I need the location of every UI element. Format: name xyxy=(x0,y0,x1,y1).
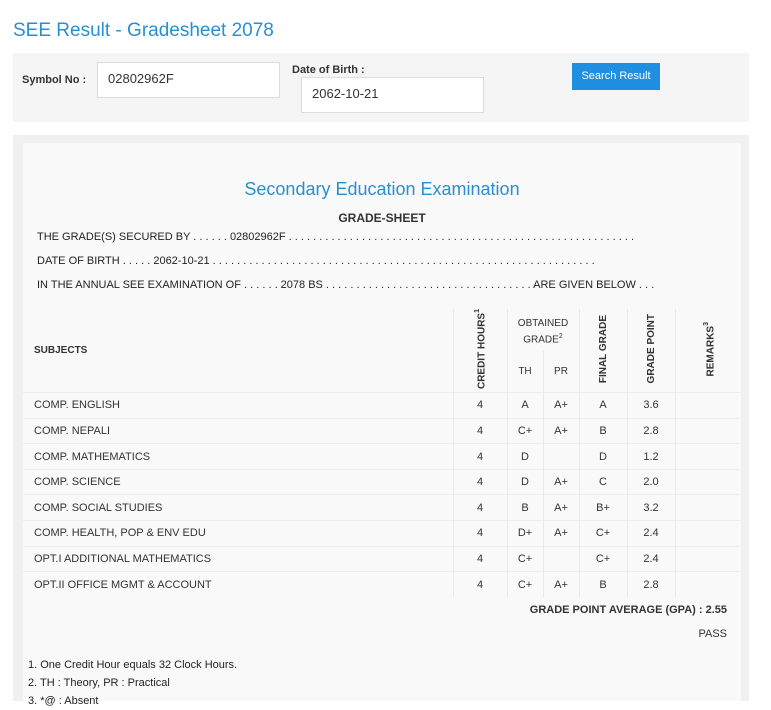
remarks-cell xyxy=(675,495,741,521)
footnotes xyxy=(28,656,237,710)
final-grade-header: FINAL GRADE xyxy=(579,309,627,393)
final-grade-cell: D xyxy=(579,444,627,470)
symbol-label: Symbol No : xyxy=(22,74,87,86)
symbol-input[interactable]: 02802962F xyxy=(97,62,280,98)
grade-point-cell: 2.0 xyxy=(627,469,675,495)
gradesheet xyxy=(23,143,741,707)
pr-cell xyxy=(543,546,579,572)
grade-point-cell: 2.4 xyxy=(627,546,675,572)
pr-header: PR xyxy=(543,351,579,393)
final-grade-cell: A xyxy=(579,393,627,419)
credit-hours-header: CREDIT HOURS$^1$ xyxy=(453,309,507,393)
th-cell: B xyxy=(507,495,543,521)
th-cell: D+ xyxy=(507,521,543,547)
th-cell: C+ xyxy=(507,572,543,598)
search-result-button[interactable]: Search Result xyxy=(572,63,660,90)
grade-point-cell: 2.8 xyxy=(627,572,675,598)
th-cell: C+ xyxy=(507,546,543,572)
result-status: PASS xyxy=(698,628,727,640)
subject-cell: COMP. SOCIAL STUDIES xyxy=(23,495,453,521)
th-cell: A xyxy=(507,393,543,419)
table-row xyxy=(23,546,741,572)
grade-point-cell: 1.2 xyxy=(627,444,675,470)
grade-point-cell: 3.2 xyxy=(627,495,675,521)
final-grade-cell: C xyxy=(579,469,627,495)
gradesheet-container xyxy=(13,135,749,707)
pr-cell: A+ xyxy=(543,521,579,547)
subject-cell: COMP. MATHEMATICS xyxy=(23,444,453,470)
th-cell: C+ xyxy=(507,418,543,444)
dob-label: Date of Birth : xyxy=(292,64,365,76)
page-title: SEE Result - Gradesheet 2078 xyxy=(13,20,274,41)
final-grade-cell: B+ xyxy=(579,495,627,521)
remarks-cell xyxy=(675,546,741,572)
gpa-text: GRADE POINT AVERAGE (GPA) : 2.55 xyxy=(529,604,727,616)
th-header: TH xyxy=(507,351,543,393)
table-row xyxy=(23,495,741,521)
footnote: 1. One Credit Hour equals 32 Clock Hours. xyxy=(28,659,238,671)
pr-cell: A+ xyxy=(543,469,579,495)
footnote: 3. *@ : Absent xyxy=(28,695,99,707)
pr-cell xyxy=(543,444,579,470)
table-row xyxy=(23,418,741,444)
remarks-cell xyxy=(675,469,741,495)
subject-cell: OPT.II OFFICE MGMT & ACCOUNT xyxy=(23,572,453,598)
grades-table xyxy=(23,309,741,597)
subject-cell: COMP. HEALTH, POP & ENV EDU xyxy=(23,521,453,547)
pr-cell: A+ xyxy=(543,572,579,598)
th-cell: D xyxy=(507,469,543,495)
final-grade-cell: B xyxy=(579,572,627,598)
credit-cell: 4 xyxy=(453,444,507,470)
credit-cell: 4 xyxy=(453,495,507,521)
credit-cell: 4 xyxy=(453,546,507,572)
final-grade-cell: C+ xyxy=(579,546,627,572)
subject-cell: OPT.I ADDITIONAL MATHEMATICS xyxy=(23,546,453,572)
credit-cell: 4 xyxy=(453,469,507,495)
grade-point-cell: 3.6 xyxy=(627,393,675,419)
footnote: 2. TH : Theory, PR : Practical xyxy=(28,677,170,689)
remarks-cell xyxy=(675,572,741,598)
pr-cell: A+ xyxy=(543,393,579,419)
exam-title: Secondary Education Examination xyxy=(244,179,520,199)
secured-by-line: THE GRADE(S) SECURED BY . . . . . . 02802962F . . . . . . . . . . . . . . . . . . . . . . . . . . . . . . . . . . . . . . . . . . . . . . . . . . . . . . . . . xyxy=(37,231,635,243)
table-row xyxy=(23,521,741,547)
remarks-cell xyxy=(675,444,741,470)
dob-line: DATE OF BIRTH . . . . . 2062-10-21 . . . . . . . . . . . . . . . . . . . . . . . . . . . . . . . . . . . . . . . . . . . . . . . . . . . . . . . . . . . . . . . xyxy=(37,255,595,267)
final-grade-cell: B xyxy=(579,418,627,444)
pr-cell: A+ xyxy=(543,495,579,521)
subject-cell: COMP. NEPALI xyxy=(23,418,453,444)
remarks-cell xyxy=(675,393,741,419)
credit-cell: 4 xyxy=(453,572,507,598)
remarks-cell xyxy=(675,418,741,444)
credit-cell: 4 xyxy=(453,418,507,444)
table-row xyxy=(23,572,741,598)
pr-cell: A+ xyxy=(543,418,579,444)
grade-point-cell: 2.4 xyxy=(627,521,675,547)
credit-cell: 4 xyxy=(453,521,507,547)
subjects-header: SUBJECTS xyxy=(34,345,88,357)
table-row xyxy=(23,393,741,419)
th-cell: D xyxy=(507,444,543,470)
final-grade-cell: C+ xyxy=(579,521,627,547)
grade-point-cell: 2.8 xyxy=(627,418,675,444)
grade-point-header: GRADE POINT xyxy=(627,309,675,393)
table-row xyxy=(23,469,741,495)
remarks-cell xyxy=(675,521,741,547)
table-row xyxy=(23,444,741,470)
credit-cell: 4 xyxy=(453,393,507,419)
subject-cell: COMP. ENGLISH xyxy=(23,393,453,419)
subject-cell: COMP. SCIENCE xyxy=(23,469,453,495)
exam-line: IN THE ANNUAL SEE EXAMINATION OF . . . . . . 2078 BS . . . . . . . . . . . . . . . . . . . . . . . . . . . . . . . . . . ARE GIVEN BELOW . . . xyxy=(37,279,655,291)
remarks-header: REMARKS$^3$ xyxy=(675,309,741,393)
dob-input[interactable]: 2062-10-21 xyxy=(301,77,484,113)
gradesheet-title: GRADE-SHEET xyxy=(338,211,426,225)
obtained-grade-header: OBTAINED GRADE$^2$ xyxy=(507,309,579,351)
